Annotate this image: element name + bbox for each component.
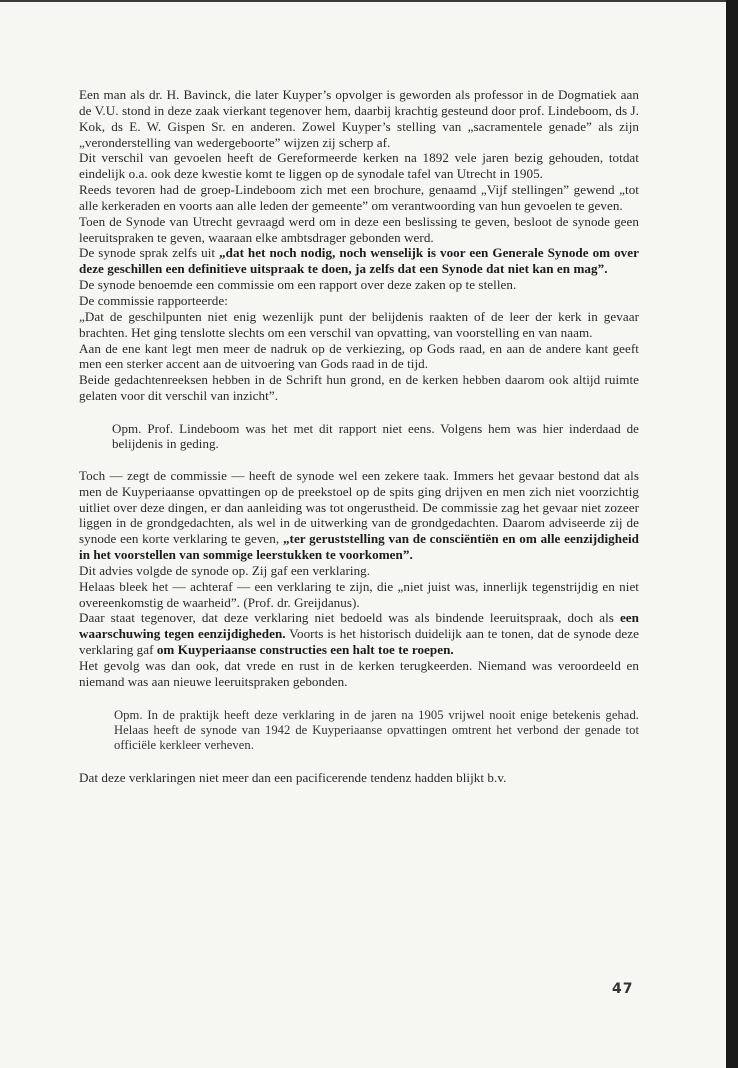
page-right-edge — [726, 0, 738, 1068]
body-text — [79, 87, 639, 786]
note-lindeboom: Opm. Prof. Lindeboom was het met dit rapport niet eens. Volgens hem was hier inderdaad de belijdenis in geding. — [112, 420, 639, 452]
page-number — [612, 981, 633, 997]
paragraph-pacificerende: Dat deze verklaringen niet meer dan een pacificerende tendenz hadden blijkt b.v. — [79, 770, 507, 786]
paragraph-toen: Toen de Synode van Utrecht gevraagd werd om in deze een beslissing te geven, besloot de synode geen leeruitspraken te geven, waaraan elke ambtsdrager gebonden werd. — [79, 213, 639, 245]
paragraph-ene-kant: Aan de ene kant legt men meer de nadruk op de verkiezing, op Gods raad, en aan de andere kant geeft men een sterker accent aan de uitvoering van Gods raad in de tijd. — [79, 340, 639, 372]
text-run: Daar staat tegenover, dat deze verklaring niet bedoeld was als bindende leeruitspraak, doch als — [79, 610, 620, 626]
bold-phrase: om Kuyperiaanse constructies een halt toe te roepen. — [156, 642, 454, 658]
page-number-value: 47 — [612, 981, 634, 997]
paragraph-geschilpunten: „Dat de geschilpunten niet enig wezenlijk punt der belijdenis raakten of de leer der kerk in gevaar brachten. Het ging tenslotte slechts om een verschil van opvatting, van voorstelling en van naam. — [79, 308, 639, 340]
paragraph-daar-staat — [79, 610, 639, 658]
bold-quote: „ter geruststelling van de consciëntiën en om alle eenzijdigheid in het voorstellen van sommige leerstukken te voorkomen”. — [79, 531, 639, 563]
text-run: Voorts is het historisch duidelijk aan te tonen, dat de synode deze verklaring gaf — [79, 626, 639, 658]
text-run: Toch — zegt de commissie — heeft de synode wel een zekere taak. Immers het gevaar bestond dat als men de Kuyperiaanse opvattingen op de preekstoel op de spits ging drijven en men zich niet voorzichtig uitliet over deze dingen, er dan aanleiding was tot ongerustheid. De commissie zag het gevaar niet zozeer liggen in de grondgedachten, als wel in de uitwerking van de grondgedachten. Daarom adviseerde zij de synode een korte verklaring te geven, — [79, 467, 639, 547]
paragraph-bavinck: Een man als dr. H. Bavinck, die later Kuyper’s opvolger is geworden als professor in de Dogmatiek aan de V.U. stond in deze zaak vierkant tegenover hem, daarbij krachtig gesteund door prof. Lindeboom, ds J. Kok, ds E. W. Gispen Sr. en anderen. Zowel Kuyper’s stelling van „sacramentele genade” als zijn „veronderstelling van wedergeboorte” wijzen zij scherp af. — [79, 87, 639, 150]
paragraph-synode-sprak — [79, 245, 639, 277]
text-run: De synode sprak zelfs uit — [79, 245, 220, 261]
note-praktijk: Opm. In de praktijk heeft deze verklaring in de jaren na 1905 vrijwel nooit enige betekenis gehad. Helaas heeft de synode van 1942 de Kuyperiaanse opvattingen omtrent het verbond der genade tot officiële kerkleer verheven. — [114, 707, 639, 753]
bold-quote: „dat het noch nodig, noch wenselijk is voor een Generale Synode om over deze geschillen een definitieve uitspraak te doen, ja zelfs dat een Synode dat niet kan en mag”. — [79, 245, 639, 277]
bold-phrase: een waarschuwing tegen eenzijdigheden. — [79, 610, 639, 642]
page-top-edge — [0, 0, 728, 2]
paragraph-commissie-benoemd: De synode benoemde een commissie om een rapport over deze zaken op te stellen. — [79, 277, 517, 293]
paragraph-helaas: Helaas bleek het — achteraf — een verklaring te zijn, die „niet juist was, innerlijk tegenstrijdig en niet overeenkomstig de waarheid”. (Prof. dr. Greijdanus). — [79, 578, 639, 610]
paragraph-reeds: Reeds tevoren had de groep-Lindeboom zich met een brochure, genaamd „Vijf stellingen” gewend „tot alle kerkeraden en voorts aan alle leden der gemeente” om verantwoording van hun gevoelen te geven. — [79, 182, 639, 213]
paragraph-gedachtenreeksen: Beide gedachtenreeksen hebben in de Schrift hun grond, en de kerken hebben daarom ook altijd ruimte gelaten voor dit verschil van inzicht”. — [79, 372, 639, 404]
paragraph-verschil: Dit verschil van gevoelen heeft de Gereformeerde kerken na 1892 vele jaren bezig gehouden, totdat eindelijk o.a. ook deze kwestie komt te liggen op de synodale tafel van Utrecht in 1905. — [79, 150, 639, 182]
paragraph-commissie-rapporteerde: De commissie rapporteerde: — [79, 292, 228, 308]
paragraph-advies: Dit advies volgde de synode op. Zij gaf een verklaring. — [79, 562, 371, 578]
paragraph-gevolg: Het gevolg was dan ook, dat vrede en rust in de kerken terugkeerden. Niemand was veroordeeld en niemand was aan nieuwe leeruitspraken gebonden. — [79, 658, 639, 689]
paragraph-toch — [79, 468, 639, 563]
